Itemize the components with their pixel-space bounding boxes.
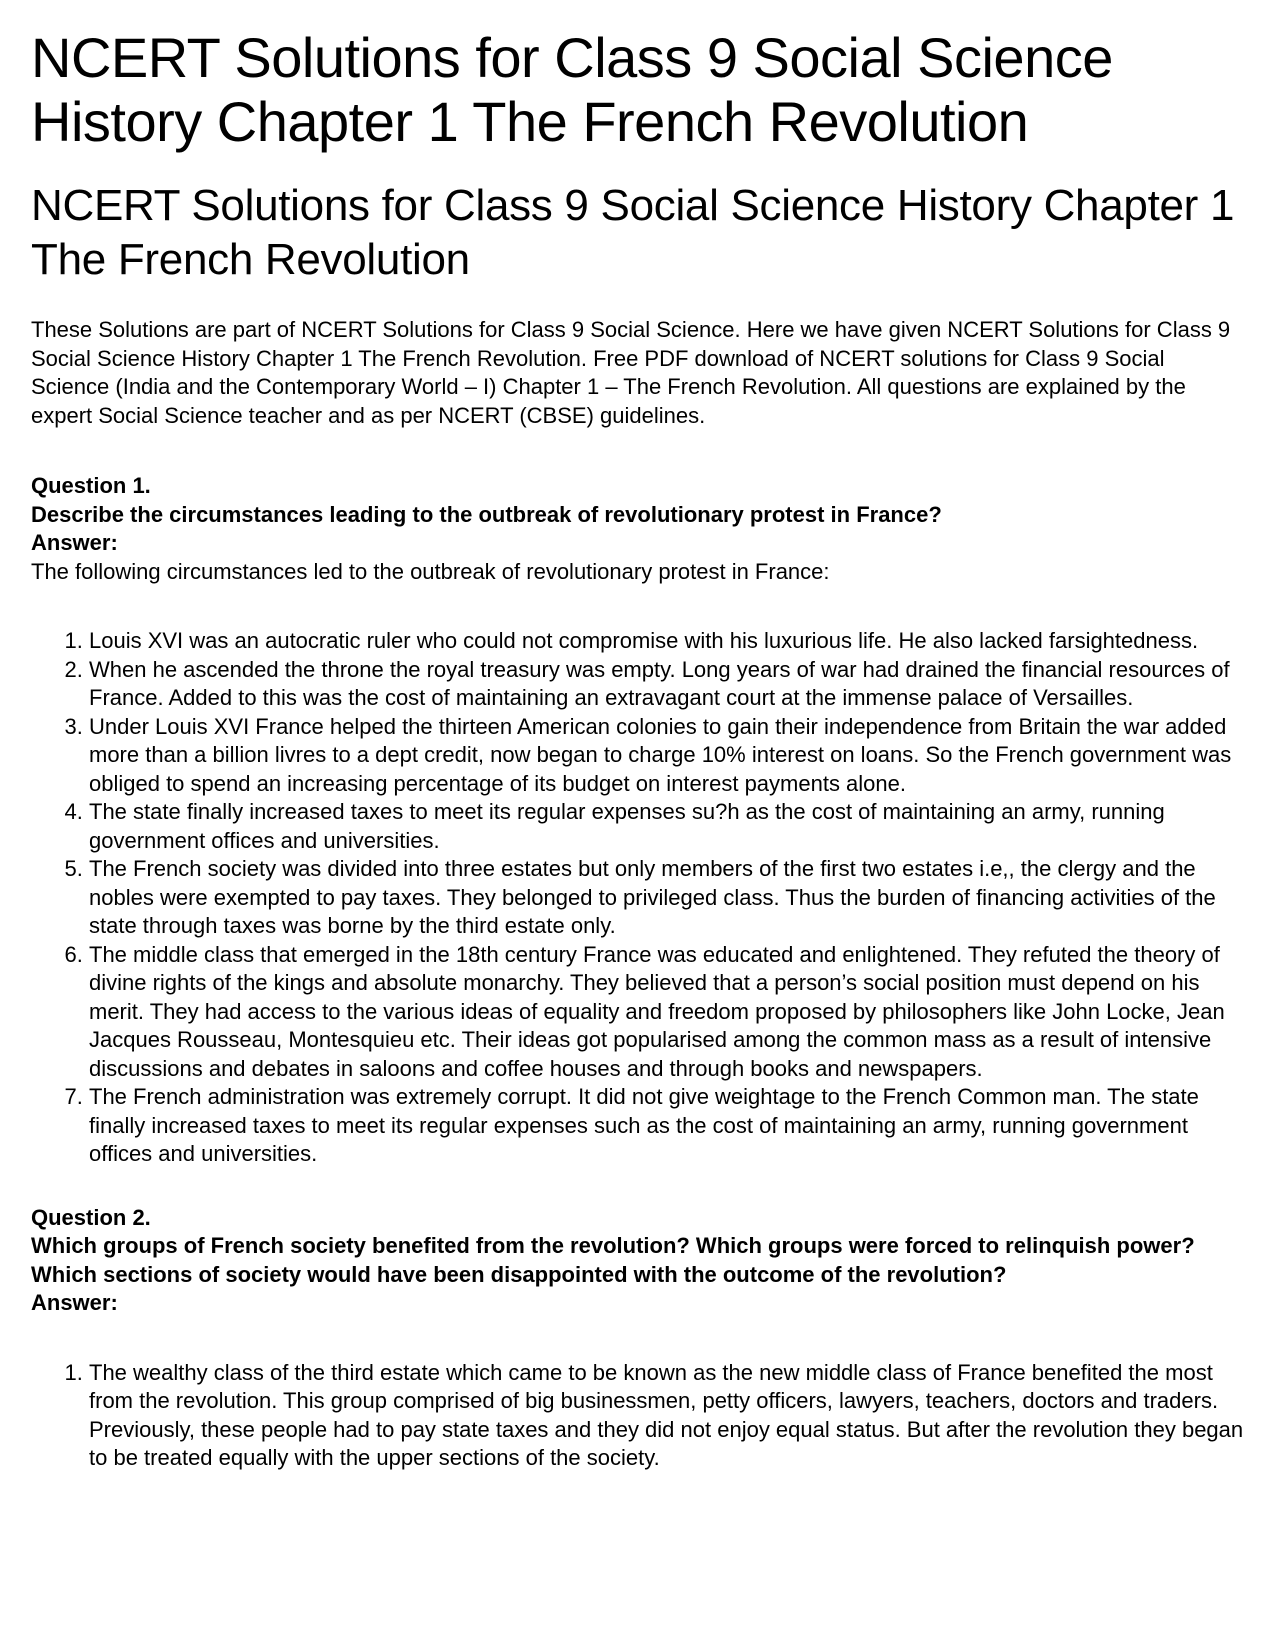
question-1-label: Question 1. <box>31 473 151 498</box>
intro-paragraph: These Solutions are part of NCERT Solutions for Class 9 Social Science. Here we have given NCERT Solutions for Class 9 Social Science History Chapter 1 The French Revolution. Free PDF download of NCERT solutions for Class 9 Social Science (India and the Contemporary World – I) Chapter 1 – The French Revolution. All questions are explained by the expert Social Science teacher and as per NCERT (CBSE) guidelines. <box>31 317 1231 428</box>
question-2-text: Which groups of French society benefited from the revolution? Which groups were forced to relinquish power? Which sections of society would have been disappointed with the outcome of the revolution? <box>31 1233 1195 1287</box>
question-2-label: Question 2. <box>31 1204 151 1230</box>
question-1-block <box>31 472 1244 586</box>
answer-list-item: 3. Under Louis XVI France helped the thirteen American colonies to gain their independence from Britain the war added more than a billion livres to a dept credit, now began to charge 10% interest on loans. So the French government was obliged to spend an increasing percentage of its budget on interest payments alone. <box>89 713 1244 799</box>
answer-list-item: 7. The French administration was extremely corrupt. It did not give weightage to the French Common man. The state finally increased taxes to meet its regular expenses such as the cost of maintaining an army, running government offices and universities. <box>89 1083 1244 1169</box>
answer-list-item: 4. The state finally increased taxes to meet its regular expenses su?h as the cost of maintaining an army, running government offices and universities. <box>89 798 1244 855</box>
answer-1-label: Answer: <box>31 530 118 555</box>
answer-list-item: 2. When he ascended the throne the royal treasury was empty. Long years of war had drained the financial resources of France. Added to this was the cost of maintaining an extravagant court at the immense palace of Versailles. <box>89 656 1244 713</box>
answer-2-label: Answer: <box>31 1290 118 1315</box>
answer-list-item: 6. The middle class that emerged in the 18th century France was educated and enlightened. They refuted the theory of divine rights of the kings and absolute monarchy. They believed that a person’s social position must depend on his merit. They had access to the various ideas of equality and freedom proposed by philosophers like John Locke, Jean Jacques Rousseau, Montesquieu etc. Their ideas got popularised among the common mass as a result of intensive discussions and debates in saloons and coffee houses and through books and newspapers. <box>89 941 1244 1084</box>
page-title: NCERT Solutions for Class 9 Social Science History Chapter 1 The French Revolution <box>31 26 1113 153</box>
answer-1-intro: The following circumstances led to the outbreak of revolutionary protest in France: <box>31 558 830 584</box>
question-2-block <box>31 1204 1244 1318</box>
question-1-text: Describe the circumstances leading to the outbreak of revolutionary protest in France? <box>31 501 942 527</box>
answer-1-list <box>31 627 1244 1169</box>
section-title: NCERT Solutions for Class 9 Social Science History Chapter 1 The French Revolution <box>31 181 1235 284</box>
answer-2-list <box>31 1359 1244 1473</box>
answer-list-item: 5. The French society was divided into three estates but only members of the first two estates i.e,, the clergy and the nobles were exempted to pay taxes. They belonged to privileged class. Thus the burden of financing activities of the state through taxes was borne by the third estate only. <box>89 855 1244 941</box>
answer-list-item: 1. The wealthy class of the third estate which came to be known as the new middle class of France benefited the most from the revolution. This group comprised of big businessmen, petty officers, lawyers, teachers, doctors and traders. Previously, these people had to pay state taxes and they did not enjoy equal status. But after the revolution they began to be treated equally with the upper sections of the society. <box>89 1359 1244 1473</box>
answer-list-item: 1. Louis XVI was an autocratic ruler who could not compromise with his luxurious life. He also lacked farsightedness. <box>89 627 1244 656</box>
